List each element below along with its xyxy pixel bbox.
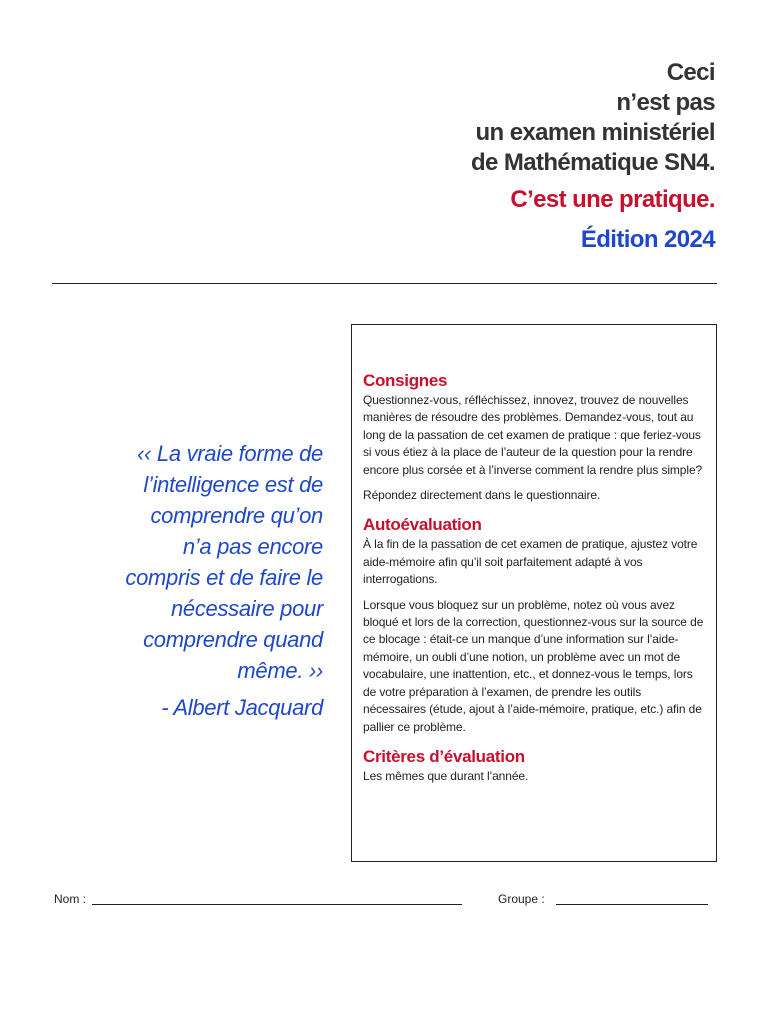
title-line-3: un examen ministériel bbox=[475, 119, 715, 146]
quote-line: même. ›› bbox=[237, 658, 323, 683]
section-paragraph: Lorsque vous bloquez sur un problème, notez où vous avez bloqué et lors de la correction, questionnez-vous sur la source de ce blocage : était-ce un manque d’une information sur l’aide-mémoire, un oubli d’une notion, un problème avec un mot de vocabulaire, une inattention, etc., et donnez-vous le temps, lors de votre préparation à l’examen, de prendre les outils nécessaires (étude, ajout à l’aide-mémoire, pratique, etc.) afin de pallier ce problème. bbox=[363, 597, 704, 734]
section-paragraph: À la fin de la passation de cet examen de pratique, ajustez votre aide-mémoire afin qu’il soit parfaitement adapté à vos interrogations. bbox=[363, 537, 698, 587]
section-heading-criteres: Critères d’évaluation bbox=[363, 746, 525, 766]
header-divider bbox=[52, 283, 717, 284]
title-line-2: n’est pas bbox=[616, 89, 715, 116]
quote-line: l’intelligence est de bbox=[143, 472, 323, 497]
quote-block bbox=[63, 438, 323, 723]
instructions-box bbox=[351, 324, 717, 862]
section-heading-consignes: Consignes bbox=[363, 371, 448, 390]
name-label: Nom : bbox=[54, 892, 87, 906]
group-label: Groupe : bbox=[498, 892, 545, 906]
quote-line: comprendre qu’on bbox=[150, 503, 323, 528]
title-line-1: Ceci bbox=[666, 59, 715, 86]
quote-line: comprendre quand bbox=[143, 627, 323, 652]
section-paragraph: Les mêmes que durant l’année. bbox=[363, 768, 529, 783]
title-block bbox=[471, 58, 715, 255]
student-info-footer bbox=[54, 891, 714, 911]
section-heading-autoevaluation: Autoévaluation bbox=[363, 515, 482, 535]
section-paragraph: Questionnez-vous, réfléchissez, innovez, trouvez de nouvelles manières de résoudre des problèmes. Demandez-vous, tout au long de la passation de cet examen de pratique : que feriez-vous si vous étiez à la place de l’auteur de la question pour la rendre encore plus corsée et à l’inverse comment la rendre plus simple? bbox=[363, 393, 703, 477]
subtitle-practice: C’est une pratique. bbox=[510, 186, 715, 213]
quote-line: nécessaire pour bbox=[170, 596, 323, 621]
quote-line: n’a pas encore bbox=[182, 534, 323, 559]
title-line-4: de Mathématique SN4. bbox=[470, 149, 715, 176]
quote-line: compris et de faire le bbox=[125, 565, 323, 590]
quote-line: ‹‹ La vraie forme de bbox=[137, 441, 323, 466]
quote-author: - Albert Jacquard bbox=[161, 695, 323, 720]
subtitle-edition: Édition 2024 bbox=[580, 226, 715, 253]
name-field[interactable] bbox=[92, 904, 462, 905]
section-paragraph: Répondez directement dans le questionnaire. bbox=[363, 488, 601, 503]
group-field[interactable] bbox=[556, 904, 708, 905]
